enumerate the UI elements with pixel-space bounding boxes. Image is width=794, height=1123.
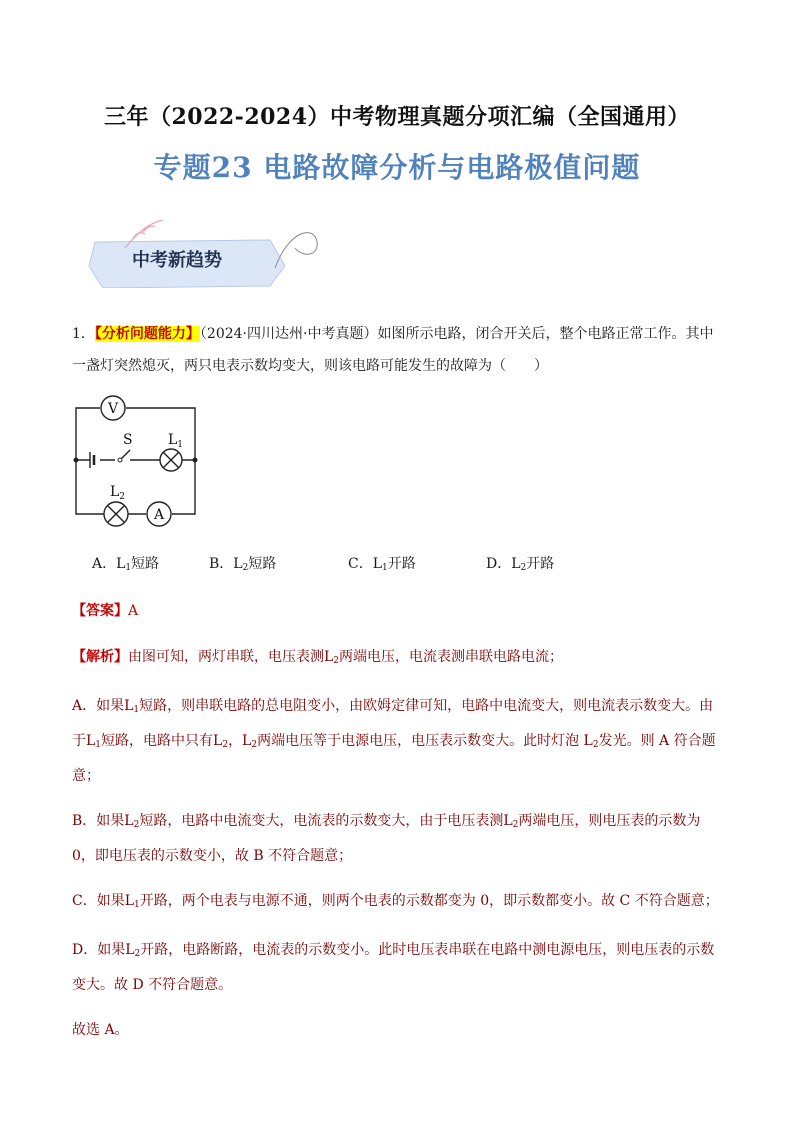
analysis-option-d: D．如果$L_2$开路，电路断路，电流表的示数变小。此时电压表串联在电路中测电源电压，则电压表的示数变大。故 D 不符合题意。 (72, 942, 715, 993)
analysis-option-a: A．如果$L_1$短路，则串联电路的总电阻变小，由欧姆定律可知，电路中电流变大，则电流表示数变大。由于$L_1$短路，电路中只有$L_2$，$L_2$两端电压等于电源电压，电压表示数变大。此时灯泡 $L_2$发光。则 A 符合题意； (72, 698, 716, 784)
analysis (72, 642, 722, 1060)
option-c[interactable]: C．$L_1$开路 (348, 556, 416, 573)
question-line-1 (72, 318, 732, 350)
option-a[interactable]: A．$L_1$短路 (92, 556, 160, 573)
question-source: （2024·四川达州·中考真题） (199, 326, 378, 342)
answer (72, 600, 138, 620)
question-tag: 【分析问题能力】 (94, 326, 200, 342)
analysis-option-b: B．如果$L_2$短路，电路中电流变大，电流表的示数变大，由于电压表测$L_2$两端电压，则电压表的示数为 0，即电压表的示数变小，故 B 不符合题意； (72, 813, 701, 864)
lamp1-label-sub: 1 (177, 440, 184, 450)
ammeter-label: A (153, 507, 165, 523)
analysis-option-c: C．如果$L_1$开路，两个电表与电源不通，则两个电表的示数都变为 0，即示数都变小。故 C 不符合题意； (72, 893, 719, 910)
lamp1-label: L (168, 432, 178, 448)
analysis-intro: 【解析】由图可知，两灯串联，电压表测$L_2$两端电压，电流表测串联电路电流； (72, 649, 564, 666)
option-b[interactable]: B．$L_2$短路 (209, 556, 277, 573)
options (92, 553, 692, 577)
page-title: 三年（2022-2024）中考物理真题分项汇编（全国通用） (103, 104, 691, 130)
circuit-diagram (70, 392, 210, 528)
question-stem-1: 如图所示电路，闭合开关后，整个电路正常工作。其中 (377, 326, 714, 342)
answer-value: A (128, 603, 139, 619)
question-block (72, 318, 732, 382)
svg-text:L1 (168, 432, 183, 450)
section-label: 中考新趋势 (132, 250, 222, 271)
lamp2-label: L (110, 484, 120, 500)
voltmeter-label: V (107, 401, 119, 417)
page-subtitle: 专题23 电路故障分析与电路极值问题 (153, 151, 641, 184)
switch-label: S (123, 432, 133, 448)
answer-label: 【答案】 (72, 603, 128, 619)
svg-text:L2 (110, 484, 125, 502)
question-number: 1． (72, 326, 95, 342)
lamp2-label-sub: 2 (119, 492, 126, 502)
question-stem-2: 一盏灯突然熄灭，两只电表示数均变大，则该电路可能发生的故障为（ ） (72, 358, 548, 374)
option-d[interactable]: D．$L_2$开路 (486, 556, 555, 573)
analysis-conclusion: 故选 A。 (72, 1022, 129, 1038)
